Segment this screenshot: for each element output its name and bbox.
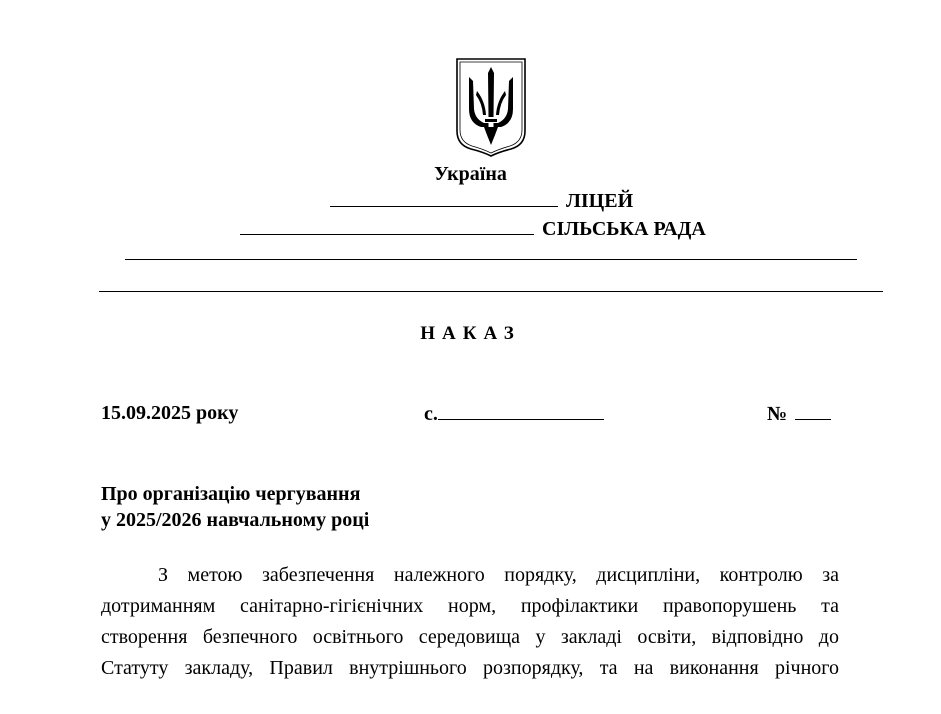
- order-title: НАКАЗ: [420, 323, 521, 344]
- subject-line: у 2025/2026 навчальному році: [101, 509, 370, 531]
- order-subject: [101, 481, 369, 533]
- village-prefix: с.: [424, 403, 438, 425]
- institution-name-blank: [330, 188, 558, 207]
- order-number-blank: [795, 400, 831, 420]
- address-line-divider: [125, 259, 857, 260]
- header-divider: [99, 291, 883, 292]
- subject-line: Про організацію чергування: [101, 483, 361, 505]
- village-name-blank: [438, 400, 604, 420]
- institution-suffix: ЛІЦЕЙ: [566, 190, 634, 212]
- council-name-blank: [240, 216, 534, 235]
- body-line: створення безпечного освітнього середовища у закладі освіти, відповідно до: [101, 626, 839, 648]
- council-line: [240, 216, 706, 241]
- order-number: [767, 400, 831, 427]
- council-suffix: СІЛЬСЬКА РАДА: [542, 218, 706, 240]
- trident-coat-of-arms-icon: [455, 57, 527, 157]
- order-date: 15.09.2025 року: [101, 402, 239, 424]
- body-line: З метою забезпечення належного порядку, дисципліни, контролю за: [158, 564, 839, 586]
- number-prefix: №: [767, 403, 788, 425]
- order-body: [101, 560, 839, 684]
- body-line: дотриманням санітарно-гігієнічних норм, профілактики правопорушень та: [101, 595, 839, 617]
- institution-line: [330, 188, 633, 213]
- order-village: [424, 400, 604, 427]
- country-name: Україна: [434, 163, 507, 185]
- body-line: Статуту закладу, Правил внутрішнього розпорядку, та на виконання річного: [101, 657, 839, 679]
